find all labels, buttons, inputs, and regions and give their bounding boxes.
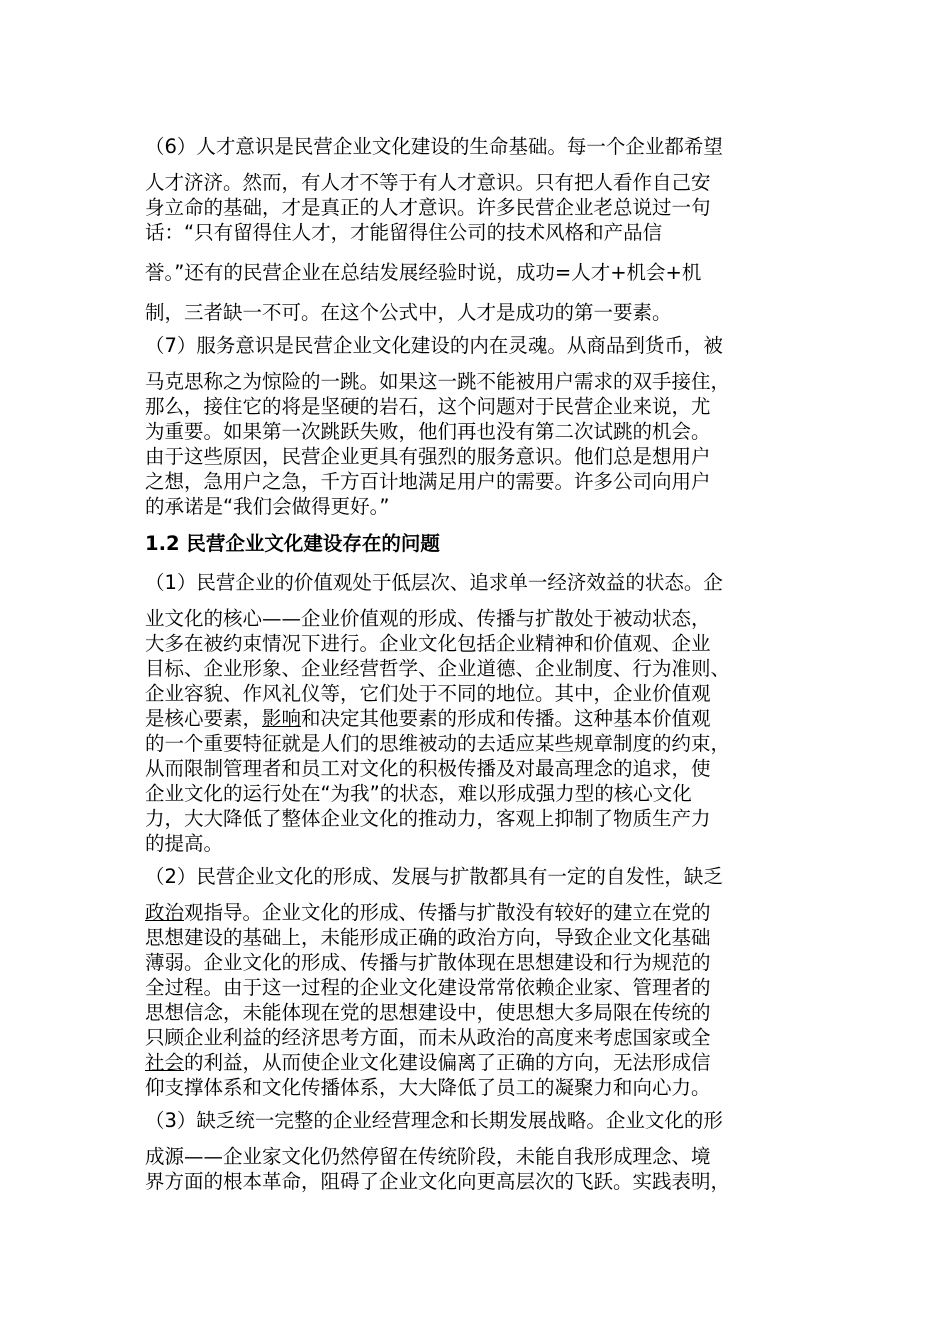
text-fragment: 和决定其他要素的形成和传播。这种基本价值观 [301,707,711,730]
hyperlink-influence[interactable]: 影响 [262,707,302,730]
paragraph-2 [145,864,813,1100]
paragraph-3 [145,1108,813,1194]
text-line: 界方面的根本革命，阻碍了企业文化向更高层次的飞跃。实践表明， [145,1170,731,1193]
text-line: 薄弱。企业文化的形成、传播与扩散体现在思想建设和行为规范的 [145,951,711,974]
hyperlink-society[interactable]: 社会 [145,1051,185,1074]
text-line-with-link [145,900,813,925]
paragraph-body [145,369,813,519]
paragraph-7 [145,333,813,519]
text-line: 话：“只有留得住人才，才能留得住公司的技术风格和产品信 [145,221,663,244]
text-line: 的提高。 [145,832,224,855]
paragraph-lead: （6）人才意识是民营企业文化建设的生命基础。每一个企业都希望 [145,135,723,158]
text-line: 身立命的基础，才是真正的人才意识。许多民营企业老总说过一句 [145,196,711,219]
text-line: 大多在被约束情况下进行。企业文化包括企业精神和价值观、企业 [145,632,711,655]
section-heading: 1.2 民营企业文化建设存在的问题 [145,532,440,555]
paragraph-body [145,170,813,325]
text-line: 业文化的核心——企业价值观的形成、传播与扩散处于被动状态， [145,607,711,630]
text-line: 马克思称之为惊险的一跳。如果这一跳不能被用户需求的双手接住， [145,370,731,393]
text-line: 之想，急用户之急，千方百计地满足用户的需要。许多公司向用户 [145,470,711,493]
paragraph-body [145,900,813,1100]
text-line: 全过程。由于这一过程的企业文化建设常常依赖企业家、管理者的 [145,976,711,999]
text-line: 成源——企业家文化仍然停留在传统阶段，未能自我形成理念、境 [145,1145,711,1168]
text-line: 力，大大降低了整体企业文化的推动力，客观上抑制了物质生产力 [145,807,711,830]
text-line: 思想信念，未能体现在党的思想建设中，使思想大多局限在传统的 [145,1001,711,1024]
text-line-with-link [145,706,813,731]
text-fragment: 观指导。企业文化的形成、传播与扩散没有较好的建立在党的 [184,901,711,924]
text-line: 誉。”还有的民营企业在总结发展经验时说，成功=人才+机会+机 [145,261,702,284]
text-line: 由于这些原因，民营企业更具有强烈的服务意识。他们总是想用户 [145,445,711,468]
paragraph-lead: （3）缺乏统一完整的企业经营理念和长期发展战略。企业文化的形 [145,1109,723,1132]
hyperlink-politics[interactable]: 政治 [145,901,185,924]
text-line: 企业容貌、作风礼仪等，它们处于不同的地位。其中，企业价值观 [145,682,711,705]
text-line: 企业文化的运行处在“为我”的状态，难以形成强力型的核心文化 [145,782,692,805]
text-line: 制，三者缺一不可。在这个公式中，人才是成功的第一要素。 [145,301,672,324]
text-line: 思想建设的基础上，未能形成正确的政治方向，导致企业文化基础 [145,926,711,949]
paragraph-lead: （1）民营企业的价值观处于低层次、追求单一经济效益的状态。企 [145,571,723,594]
paragraph-body [145,606,813,856]
text-line: 的承诺是“我们会做得更好。” [145,495,390,518]
text-line: 只顾企业利益的经济思考方面，而未从政治的高度来考虑国家或全 [145,1026,711,1049]
text-line-with-link [145,1050,813,1075]
text-fragment: 是核心要素， [145,707,263,730]
paragraph-lead: （7）服务意识是民营企业文化建设的内在灵魂。从商品到货币，被 [145,334,723,357]
text-line: 那么，接住它的将是坚硬的岩石，这个问题对于民营企业来说，尤 [145,395,711,418]
text-line: 从而限制管理者和员工对文化的积极传播及对最高理念的追求，使 [145,757,711,780]
document-page [145,134,813,1200]
text-fragment: 的利益，从而使企业文化建设偏离了正确的方向，无法形成信 [184,1051,711,1074]
text-line: 为重要。如果第一次跳跃失败，他们再也没有第二次试跳的机会。 [145,420,711,443]
text-line: 的一个重要特征就是人们的思维被动的去适应某些规章制度的约束， [145,732,731,755]
paragraph-1 [145,570,813,856]
paragraph-body [145,1144,813,1194]
text-line: 目标、企业形象、企业经营哲学、企业道德、企业制度、行为准则、 [145,657,731,680]
paragraph-6 [145,134,813,325]
paragraph-lead: （2）民营企业文化的形成、发展与扩散都具有一定的自发性，缺乏 [145,865,723,888]
text-line: 人才济济。然而，有人才不等于有人才意识。只有把人看作自己安 [145,171,711,194]
text-line: 仰支撑体系和文化传播体系，大大降低了员工的凝聚力和向心力。 [145,1076,711,1099]
